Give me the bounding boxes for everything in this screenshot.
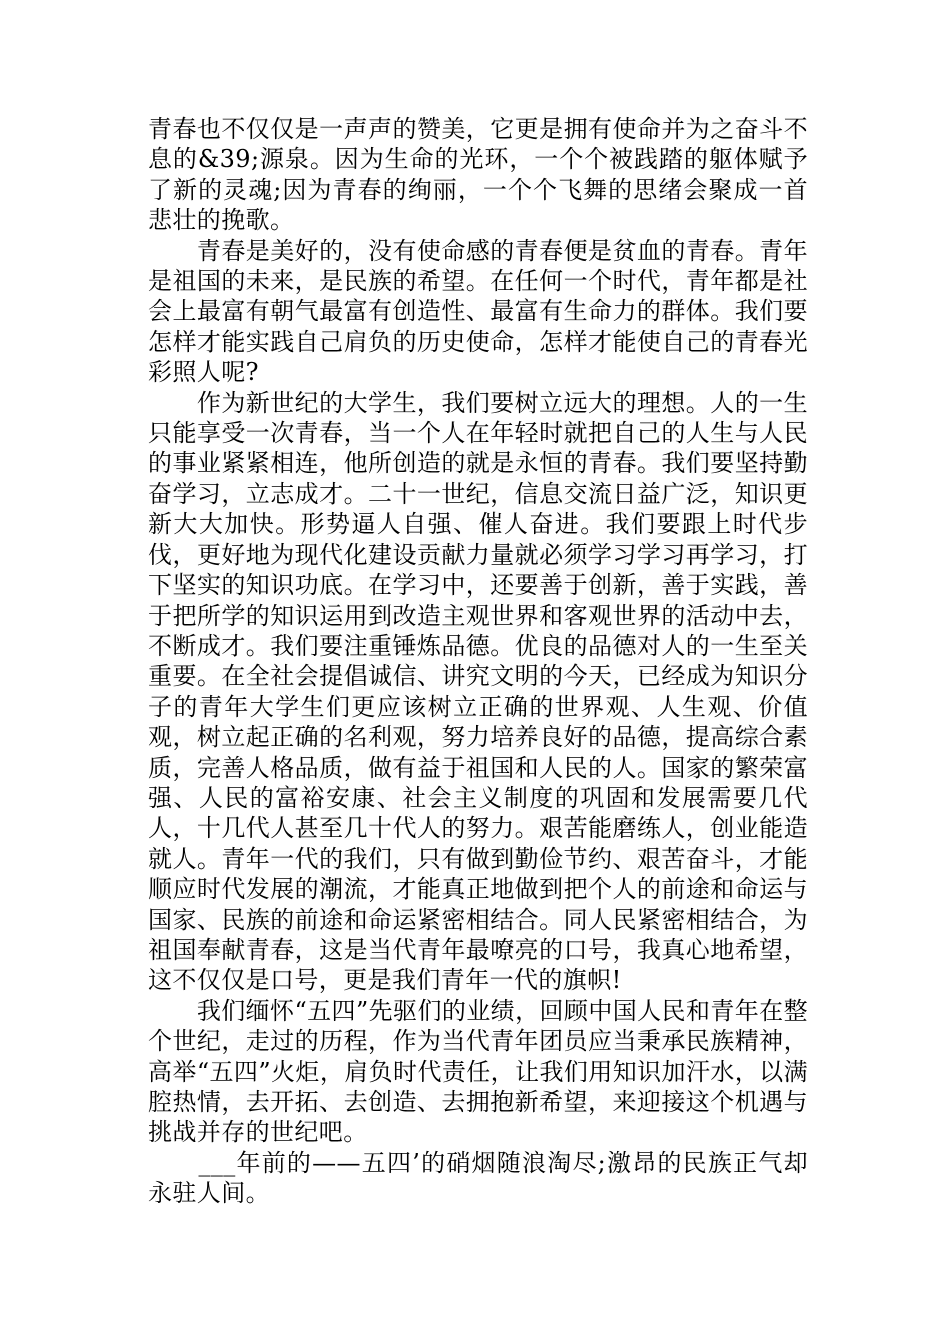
paragraph: ___年前的——五四’的硝烟随浪淘尽;激昂的民族正气却永驻人间。 [148,1148,808,1208]
paragraph: 青春也不仅仅是一声声的赞美，它更是拥有使命并为之奋斗不息的&39;源泉。因为生命的光环，一个个被践踏的躯体赋予了新的灵魂;因为青春的绚丽，一个个飞舞的思绪会聚成一首悲壮的挽歌。 [148,115,808,235]
paragraph: 青春是美好的，没有使命感的青春便是贫血的青春。青年是祖国的未来，是民族的希望。在任何一个时代，青年都是社会上最富有朝气最富有创造性、最富有生命力的群体。我们要怎样才能实践自己肩负的历史使命，怎样才能使自己的青春光彩照人呢? [148,236,808,387]
paragraph: 作为新世纪的大学生，我们要树立远大的理想。人的一生只能享受一次青春，当一个人在年轻时就把自己的人生与人民的事业紧紧相连，他所创造的就是永恒的青春。我们要坚持勤奋学习，立志成才。二十一世纪，信息交流日益广泛，知识更新大大加快。形势逼人自强、催人奋进。我们要跟上时代步伐，更好地为现代化建设贡献力量就必须学习学习再学习，打下坚实的知识功底。在学习中，还要善于创新，善于实践，善于把所学的知识运用到改造主观世界和客观世界的活动中去，不断成才。我们要注重锤炼品德。优良的品德对人的一生至关重要。在全社会提倡诚信、讲究文明的今天，已经成为知识分子的青年大学生们更应该树立正确的世界观、人生观、价值观，树立起正确的名利观，努力培养良好的品德，提高综合素质，完善人格品质，做有益于祖国和人民的人。国家的繁荣富强、人民的富裕安康、社会主义制度的巩固和发展需要几代人，十几代人甚至几十代人的努力。艰苦能磨练人，创业能造就人。青年一代的我们，只有做到勤俭节约、艰苦奋斗，才能顺应时代发展的潮流，才能真正地做到把个人的前途和命运与国家、民族的前途和命运紧密相结合。同人民紧密相结合，为祖国奉献青春，这是当代青年最嘹亮的口号，我真心地希望，这不仅仅是口号，更是我们青年一代的旗帜! [148,388,808,995]
paragraph: 我们缅怀“五四”先驱们的业绩，回顾中国人民和青年在整个世纪，走过的历程，作为当代青年团员应当秉承民族精神，高举“五四”火炬，肩负时代责任，让我们用知识加汗水，以满腔热情，去开拓、去创造、去拥抱新希望，来迎接这个机遇与挑战并存的世纪吧。 [148,996,808,1147]
document-body [148,114,808,1209]
